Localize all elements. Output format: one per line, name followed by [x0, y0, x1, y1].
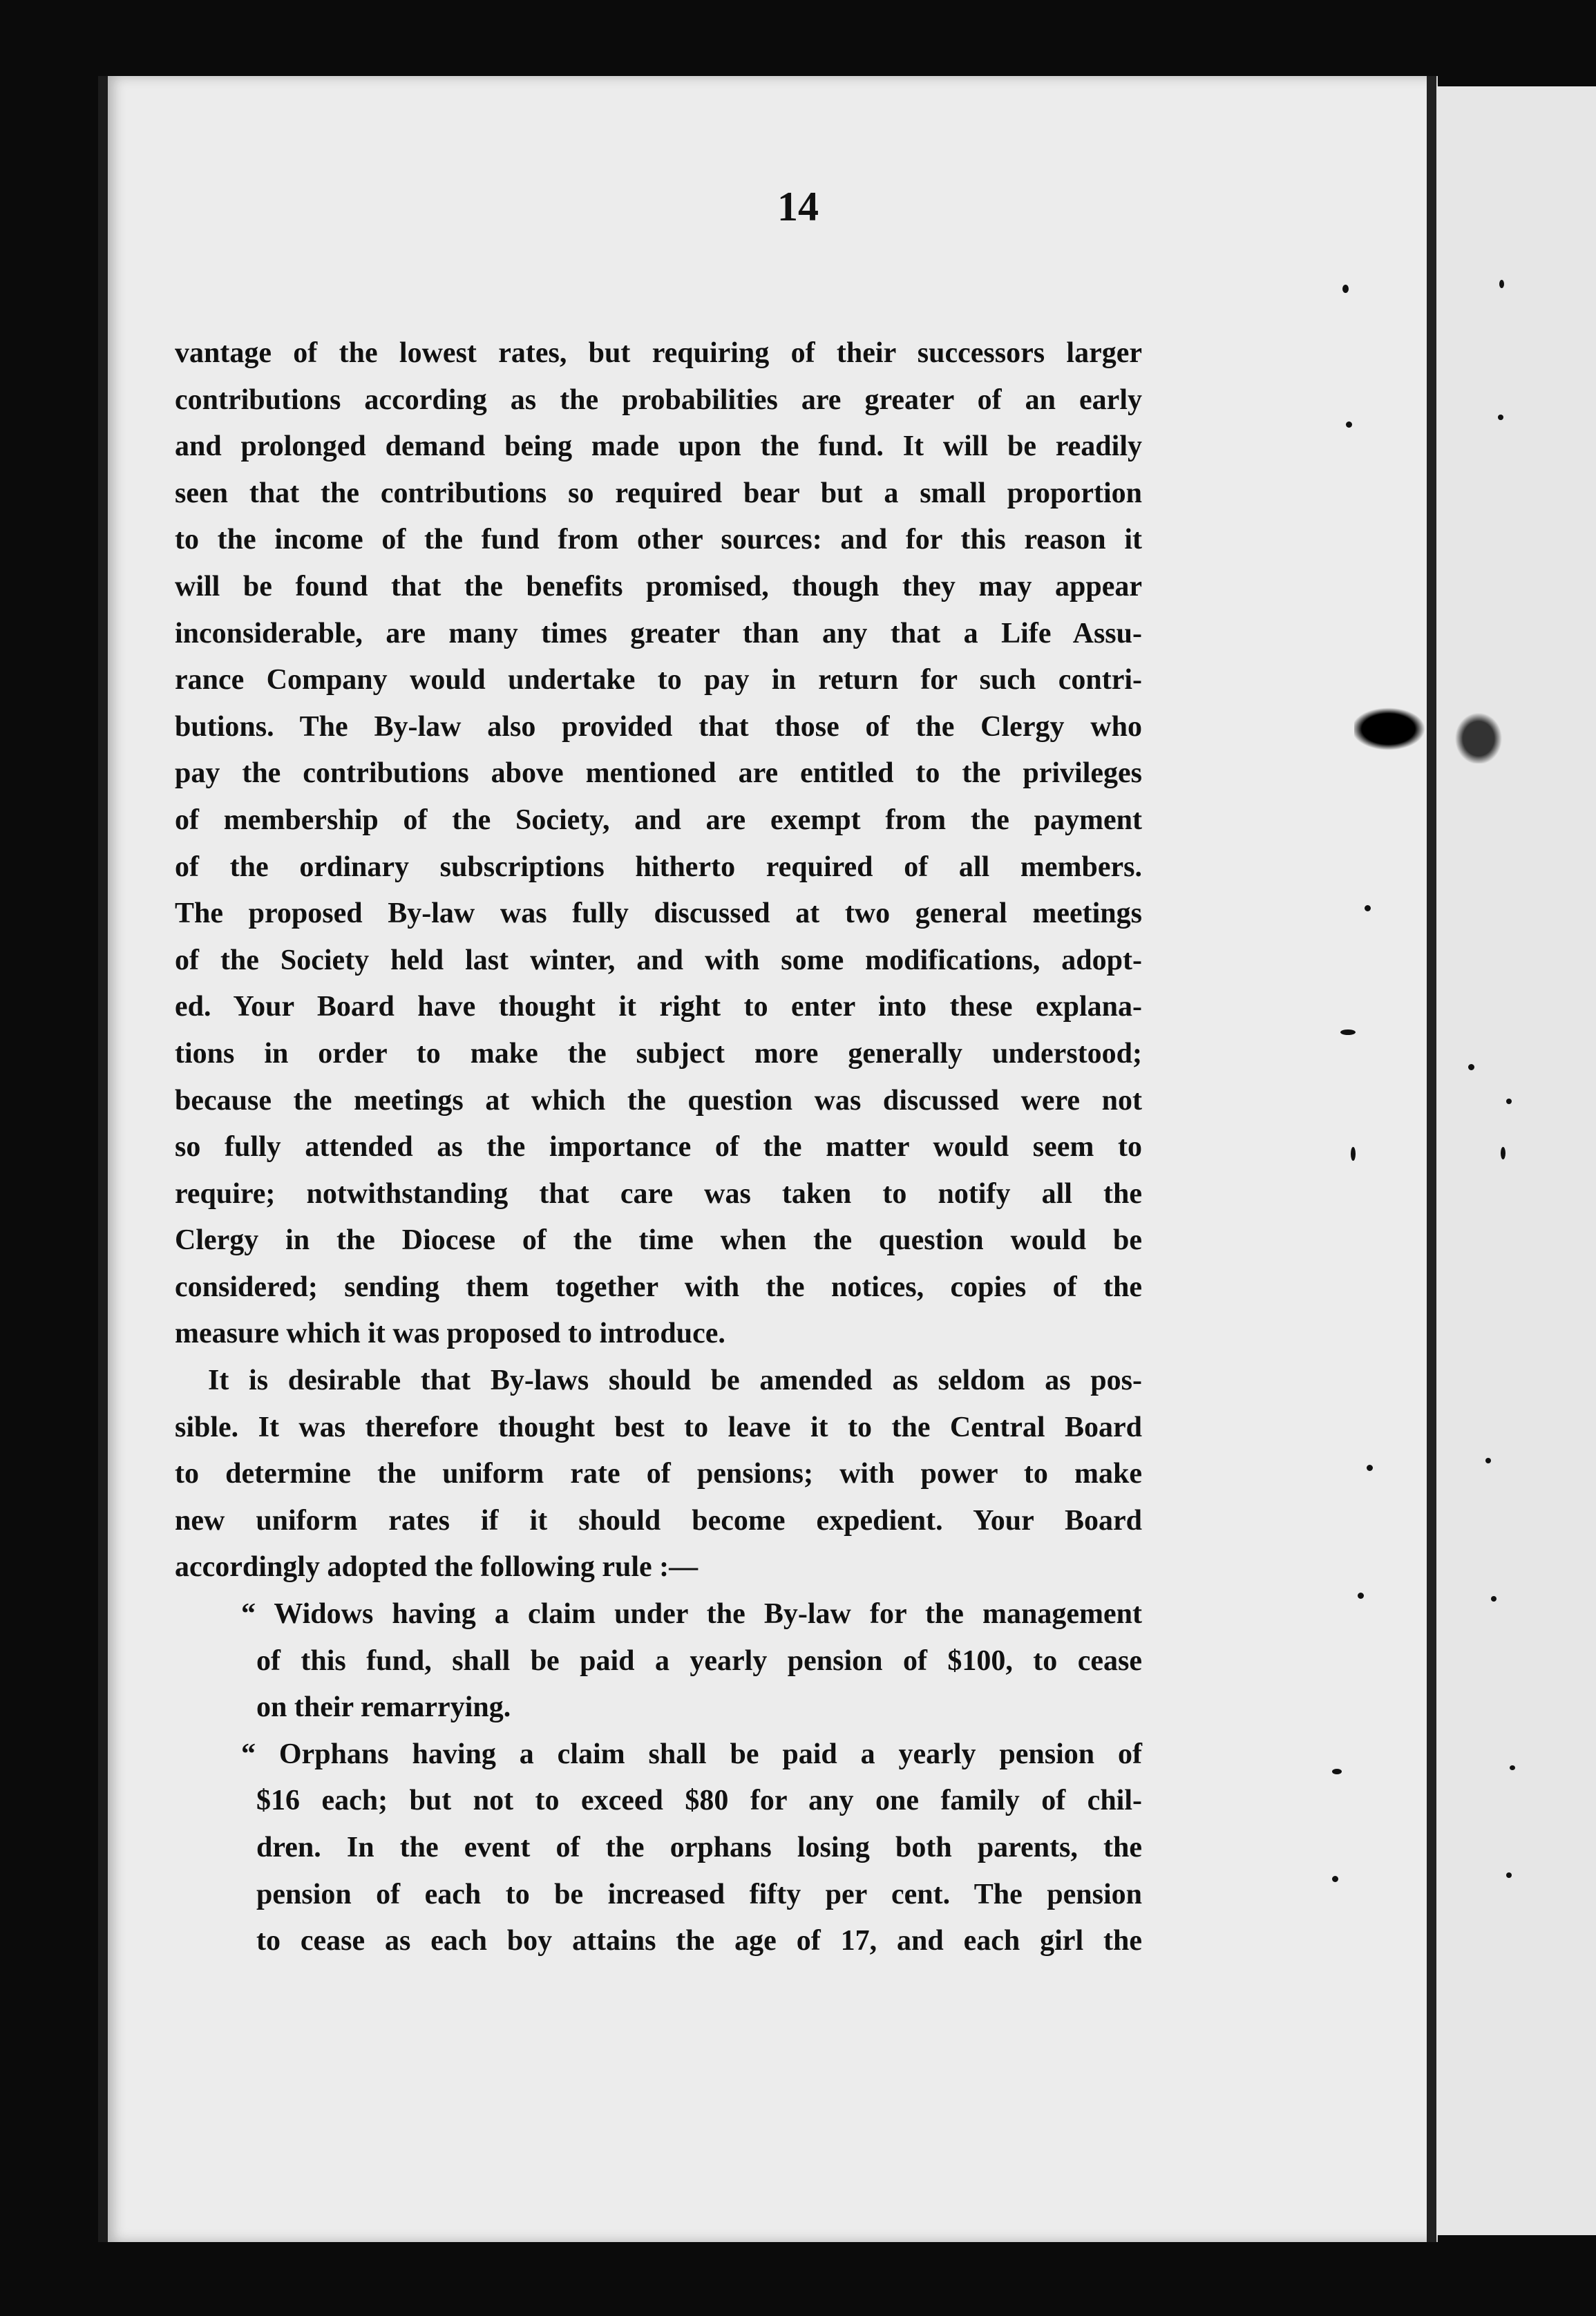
- text-line: pay the contributions above mentioned are entitled to the privileges: [175, 757, 1142, 790]
- quoted-rule-line: dren. In the event of the orphans losing both parents, the: [256, 1832, 1142, 1863]
- paragraph-first-line: It is desirable that By-laws should be amended as seldom as pos-: [208, 1365, 1142, 1397]
- ink-speck: [1498, 415, 1503, 420]
- ink-speck: [1346, 421, 1352, 428]
- text-line: measure which it was proposed to introduce.: [175, 1318, 725, 1350]
- ink-speck: [1332, 1876, 1338, 1882]
- text-line: of membership of the Society, and are exempt from the payment: [175, 804, 1142, 836]
- ink-speck: [1332, 1769, 1342, 1774]
- ink-blot: [1451, 708, 1506, 763]
- ink-speck: [1365, 905, 1371, 911]
- text-line: and prolonged demand being made upon the fund. It will be readily: [175, 430, 1142, 463]
- text-line: butions. The By-law also provided that those of the Clergy who: [175, 710, 1142, 743]
- ink-speck: [1342, 285, 1349, 293]
- ink-speck: [1501, 1147, 1505, 1159]
- quoted-rule-line: $16 each; but not to exceed $80 for any one family of chil-: [256, 1785, 1142, 1817]
- ink-speck: [1506, 1872, 1512, 1878]
- text-line: accordingly adopted the following rule :—: [175, 1551, 699, 1584]
- text-line: will be found that the benefits promised, though they may appear: [175, 570, 1142, 602]
- ink-speck: [1351, 1147, 1356, 1161]
- text-line: inconsiderable, are many times greater than any that a Life Assu-: [175, 617, 1142, 649]
- ink-speck: [1340, 1029, 1356, 1035]
- page-number: 14: [777, 184, 819, 229]
- text-line: of the Society held last winter, and with some modifications, adopt-: [175, 944, 1142, 976]
- ink-speck: [1491, 1596, 1497, 1602]
- text-line: The proposed By-law was fully discussed at two general meetings: [175, 898, 1142, 930]
- text-line: require; notwithstanding that care was taken to notify all the: [175, 1177, 1142, 1210]
- text-line: to the income of the fund from other sources: and for this reason it: [175, 524, 1142, 556]
- text-line: to determine the uniform rate of pensions; with power to make: [175, 1458, 1142, 1490]
- text-line: rance Company would undertake to pay in return for such contri-: [175, 664, 1142, 696]
- text-line: vantage of the lowest rates, but requiring of their successors larger: [175, 337, 1142, 369]
- facing-page-edge: [1436, 86, 1596, 2235]
- text-line: sible. It was therefore thought best to leave it to the Central Board: [175, 1411, 1142, 1443]
- text-line: so fully attended as the importance of the matter would seem to: [175, 1131, 1142, 1164]
- ink-speck: [1499, 280, 1504, 288]
- quoted-rule-line: to cease as each boy attains the age of 17, and each girl the: [256, 1925, 1142, 1957]
- text-line: seen that the contributions so required bear but a small proportion: [175, 477, 1142, 509]
- text-line: considered; sending them together with the notices, copies of the: [175, 1271, 1142, 1303]
- text-line: contributions according as the probabilities are greater of an early: [175, 383, 1142, 416]
- ink-speck: [1367, 1465, 1373, 1471]
- text-line: new uniform rates if it should become expedient. Your Board: [175, 1504, 1142, 1537]
- body-text: [175, 330, 1142, 1965]
- ink-speck: [1485, 1458, 1491, 1463]
- quoted-rule-line: pension of each to be increased fifty per cent. The pension: [256, 1878, 1142, 1910]
- ink-speck: [1358, 1593, 1364, 1599]
- text-line: of the ordinary subscriptions hitherto required of all members.: [175, 851, 1142, 883]
- text-line: ed. Your Board have thought it right to enter into these explana-: [175, 991, 1142, 1023]
- text-line: Clergy in the Diocese of the time when the question would be: [175, 1224, 1142, 1257]
- ink-speck: [1468, 1064, 1474, 1070]
- quoted-rule-line: of this fund, shall be paid a yearly pension of $100, to cease: [256, 1644, 1142, 1677]
- ink-speck: [1506, 1099, 1512, 1104]
- quoted-rule-line: on their remarrying.: [256, 1691, 511, 1724]
- quoted-rule-line: “ Orphans having a claim shall be paid a yearly pension of: [241, 1738, 1142, 1770]
- text-line: tions in order to make the subject more generally understood;: [175, 1037, 1142, 1070]
- text-line: because the meetings at which the question was discussed were not: [175, 1084, 1142, 1117]
- quoted-rule-line: “ Widows having a claim under the By-law for the management: [241, 1598, 1142, 1631]
- page-binding-edge: [1427, 76, 1436, 2242]
- ink-blot: [1354, 705, 1430, 753]
- ink-speck: [1510, 1765, 1515, 1770]
